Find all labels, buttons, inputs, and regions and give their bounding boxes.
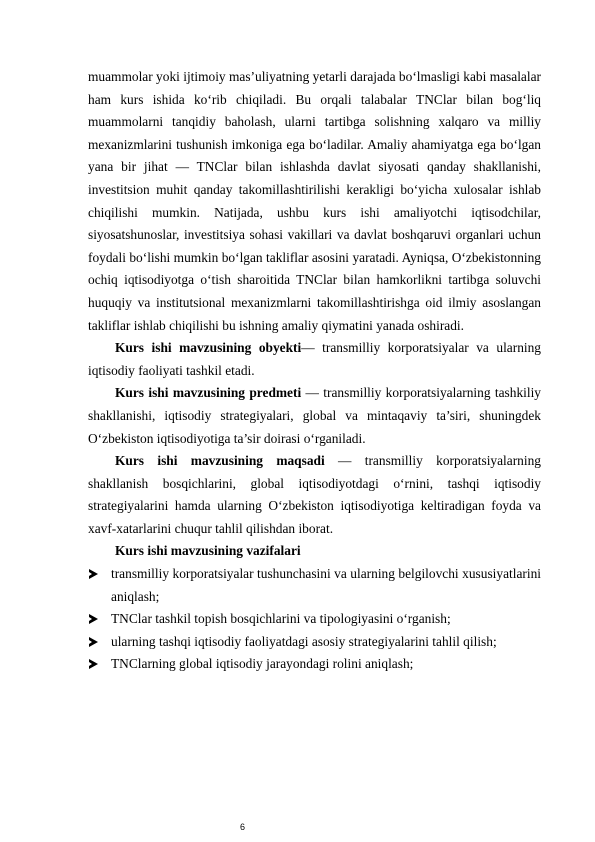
object-label: Kurs ishi mavzusining obyekti	[115, 340, 302, 356]
subject-label: Kurs ishi mavzusining predmeti	[115, 385, 302, 401]
object-dash: —	[301, 340, 315, 356]
arrow-bullet-icon	[89, 569, 98, 579]
list-item	[88, 653, 541, 676]
arrow-bullet-icon	[89, 659, 98, 669]
arrow-bullet-icon	[89, 614, 98, 624]
task-text: transmilliy korporatsiyalar tushunchasini va ularning belgilovchi xususiyatlarini aniqlash;	[111, 566, 541, 604]
page-number: 6	[240, 822, 246, 832]
list-item	[88, 631, 541, 654]
object-paragraph	[88, 337, 541, 382]
subject-text: — transmilliy korporatsiyalarning tashkiliy shakllanishi, iqtisodiy strategiyalari, global va mintaqaviy ta’siri, shuningdek O‘zbekiston iqtisodiyotiga ta’sir doirasi o‘rganiladi.	[88, 385, 542, 446]
list-item	[88, 563, 541, 608]
task-text: TNClarning global iqtisodiy jarayondagi rolini aniqlash;	[111, 656, 414, 672]
arrow-bullet-icon	[89, 637, 98, 647]
goal-text: — transmilliy korporatsiyalarning shakllanish bosqichlarini, global iqtisodiyotdagi o‘rnini, tashqi iqtisodiy strategiyalarini hamda ularning O‘zbekiston iqtisodiyotiga keltiradigan foyda va xavf-xatarlarini chuqur tahlil qilishdan iborat.	[88, 453, 541, 536]
goal-paragraph	[88, 450, 541, 540]
intro-paragraph: muammolar yoki ijtimoiy mas’uliyatning yetarli darajada bo‘lmasligi kabi masalalar ham kurs ishida ko‘rib chiqiladi. Bu orqali talabalar TNClar bilan bog‘liq muammolarni tanqidiy baholash, ularni tartibga solishning xalqaro va milliy mexanizmlarini tushunish imkoniga ega bo‘ladilar. Amaliy ahamiyatga ega bo‘lgan yana bir jihat — TNClar bilan ishlashda davlat siyosati qanday shakllanishi, investitsion muhit qanday takomillashtirilishi kerakligi bo‘yicha xulosalar ishlab chiqilishi mumkin. Natijada, ushbu kurs ishi amaliyotchi iqtisodchilar, siyosatshunoslar, investitsiya sohasi vakillari va davlat boshqaruvi organlari uchun foydali bo‘lishi mumkin bo‘lgan takliflar asosini yaratadi. Ayniqsa, O‘zbekistonning ochiq iqtisodiyotga o‘tish sharoitida TNClar bilan hamkorlikni tartibga soluvchi huquqiy va institutsional mexanizmlarni takomillashtirishga oid ilmiy asoslangan takliflar ishlab chiqilishi bu ishning amaliy qiymatini yanada oshiradi.	[88, 69, 541, 333]
tasks-heading: Kurs ishi mavzusining vazifalari	[115, 543, 301, 559]
task-text: TNClar tashkil topish bosqichlarini va tipologiyasini o‘rganish;	[111, 611, 451, 627]
tasks-list	[88, 563, 541, 676]
goal-label: Kurs ishi mavzusining maqsadi	[115, 453, 325, 469]
list-item	[88, 608, 541, 631]
object-text: transmilliy korporatsiyalar va ularning iqtisodiy faoliyati tashkil etadi.	[88, 340, 541, 378]
document-body	[88, 66, 541, 676]
task-text: ularning tashqi iqtisodiy faoliyatdagi asosiy strategiyalarini tahlil qilish;	[111, 633, 497, 649]
subject-paragraph	[88, 382, 541, 450]
